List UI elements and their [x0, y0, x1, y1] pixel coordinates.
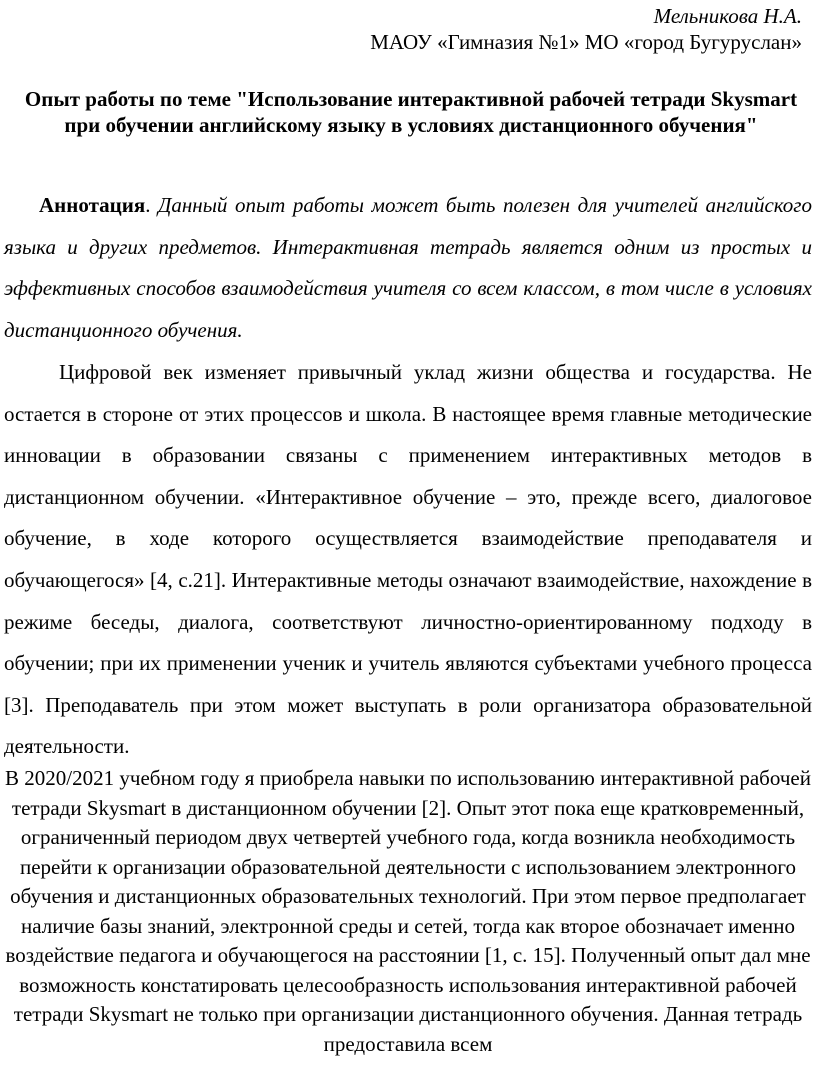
annotation-label: Аннотация: [39, 193, 146, 217]
organization-name: МАОУ «Гимназия №1» МО «город Бугуруслан»: [370, 30, 802, 54]
author-name: Мельникова Н.А.: [653, 4, 802, 28]
body-paragraph-1: Цифровой век изменяет привычный уклад жизни общества и государства. Не остается в стороне от этих процессов и школа. В настоящее время главные методические инновации в образовании связаны с применением интерактивных методов в дистанционном обучении. «Интерактивное обучение – это, прежде всего, диалоговое обучение, в ходе которого осуществляется взаимодействие преподавателя и обучающегося» [4, с.21]. Интерактивные методы означают взаимодействие, нахождение в режиме беседы, диалога, соответствуют личностно-ориентированному подходу в обучении; при их применении ученик и учитель являются субъектами учебного процесса [3]. Преподаватель при этом может выступать в роли организатора образовательной деятельности.: [4, 360, 812, 759]
annotation-text: Данный опыт работы может быть полезен для учителей английского языка и других предметов. Интерактивная тетрадь является одним из простых и эффективных способов взаимодействия учителя со всем классом, в том числе в условиях дистанционного обучения.: [4, 193, 813, 342]
document-title: Опыт работы по теме "Использование интерактивной рабочей тетради Skysmart при обучении английскому языку в условиях дистанционного обучения": [24, 87, 798, 137]
annotation-paragraph: [4, 185, 812, 351]
annotation-separator: .: [145, 193, 159, 217]
body-paragraph-2: В 2020/2021 учебном году я приобрела навыки по использованию интерактивной рабочей тетради Skysmart в дистанционном обучении [2]. Опыт этот пока еще кратковременный, ограниченный периодом двух четвертей учебного года, когда возникла необходимость перейти к организации образовательной деятельности с использованием электронного обучения и дистанционных образовательных технологий. При этом первое предполагает наличие базы знаний, электронной среды и сетей, тогда как второе обозначает именно воздействие педагога и обучающегося на расстоянии [1, с. 15]. Полученный опыт дал мне возможность констатировать целесообразность использования интерактивной рабочей тетради Skysmart не только при организации дистанционного обучения. Данная тетрадь предоставила всем: [5, 766, 811, 1056]
